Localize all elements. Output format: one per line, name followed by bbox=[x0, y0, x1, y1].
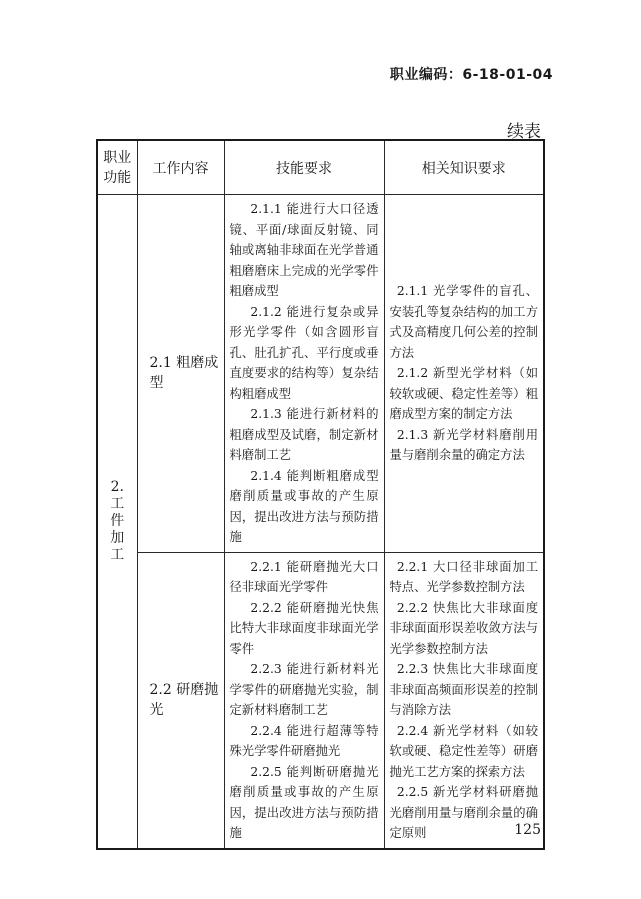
header-skill: 技能要求 bbox=[224, 140, 384, 195]
header-function: 职业功能 bbox=[97, 140, 137, 195]
skill-item: 2.2.4 能进行超薄等特殊光学零件研磨抛光 bbox=[229, 723, 379, 758]
skill-item: 2.1.2 能进行复杂或异形光学零件（如含圆形盲孔、肚孔扩孔、平行度或垂直度要求的结构等）复杂结构粗磨成型 bbox=[229, 304, 379, 401]
knowledge-item: 2.2.4 新光学材料（如较软或硬、稳定性差等）研磨抛光工艺方案的探索方法 bbox=[389, 723, 538, 779]
occupation-code: 职业编码：6-18-01-04 bbox=[389, 67, 553, 83]
table-header-row bbox=[97, 140, 544, 195]
header-work: 工作内容 bbox=[137, 140, 224, 195]
function-vertical-label: 2. 工 件 加 工 bbox=[110, 478, 125, 563]
knowledge-item: 2.1.2 新型光学材料（如较软或硬、稳定性差等）粗磨成型方案的制定方法 bbox=[389, 366, 538, 421]
skills-table bbox=[96, 139, 545, 850]
knowledge-item: 2.1.3 新光学材料磨削用量与磨削余量的确定方法 bbox=[389, 427, 538, 462]
work-content-cell: 2.2 研磨抛光 bbox=[137, 552, 224, 849]
skill-item: 2.1.4 能判断粗磨成型磨削质量或事故的产生原因，提出改进方法与预防措施 bbox=[229, 468, 379, 544]
page-number: 125 bbox=[514, 822, 541, 838]
knowledge-item: 2.2.2 快焦比大非球面度非球面面形误差收敛方法与光学参数控制方法 bbox=[389, 600, 538, 656]
knowledge-item: 2.2.1 大口径非球面加工特点、光学参数控制方法 bbox=[389, 559, 538, 594]
work-content-cell: 2.1 粗磨成型 bbox=[137, 195, 224, 553]
skill-item: 2.2.5 能判断研磨抛光磨削质量或事故的产生原因，提出改进方法与预防措施 bbox=[229, 764, 379, 840]
knowledge-item: 2.2.3 快焦比大非球面度非球面高频面形误差的控制与消除方法 bbox=[389, 662, 538, 717]
skill-item: 2.1.1 能进行大口径透镜、平面/球面反射镜、同轴或离轴非球面在光学普通粗磨磨床上完成的光学零件粗磨成型 bbox=[229, 202, 379, 298]
function-number: 2. bbox=[110, 478, 124, 495]
function-cell bbox=[97, 195, 137, 849]
table-row bbox=[97, 552, 544, 849]
knowledge-item: 2.1.1 光学零件的盲孔、安装孔等复杂结构的加工方式及高精度几何公差的控制方法 bbox=[389, 284, 538, 360]
skill-cell bbox=[224, 195, 384, 553]
skill-item: 2.2.1 能研磨抛光大口径非球面光学零件 bbox=[229, 559, 379, 594]
knowledge-item: 2.2.5 新光学材料研磨抛光磨削用量与磨削余量的确定原则 bbox=[389, 785, 538, 840]
table-row bbox=[97, 195, 544, 553]
skill-cell bbox=[224, 552, 384, 849]
skill-item: 2.2.3 能进行新材料光学零件的研磨抛光实验，制定新材料磨制工艺 bbox=[229, 662, 379, 717]
header-knowledge: 相关知识要求 bbox=[384, 140, 544, 195]
continued-label: 续表 bbox=[507, 122, 541, 142]
knowledge-cell bbox=[384, 195, 544, 553]
skill-item: 2.1.3 能进行新材料的粗磨成型及试磨，制定新材料磨制工艺 bbox=[229, 407, 379, 462]
knowledge-cell bbox=[384, 552, 544, 849]
skill-item: 2.2.2 能研磨抛光快焦比特大非球面度非球面光学零件 bbox=[229, 600, 379, 656]
